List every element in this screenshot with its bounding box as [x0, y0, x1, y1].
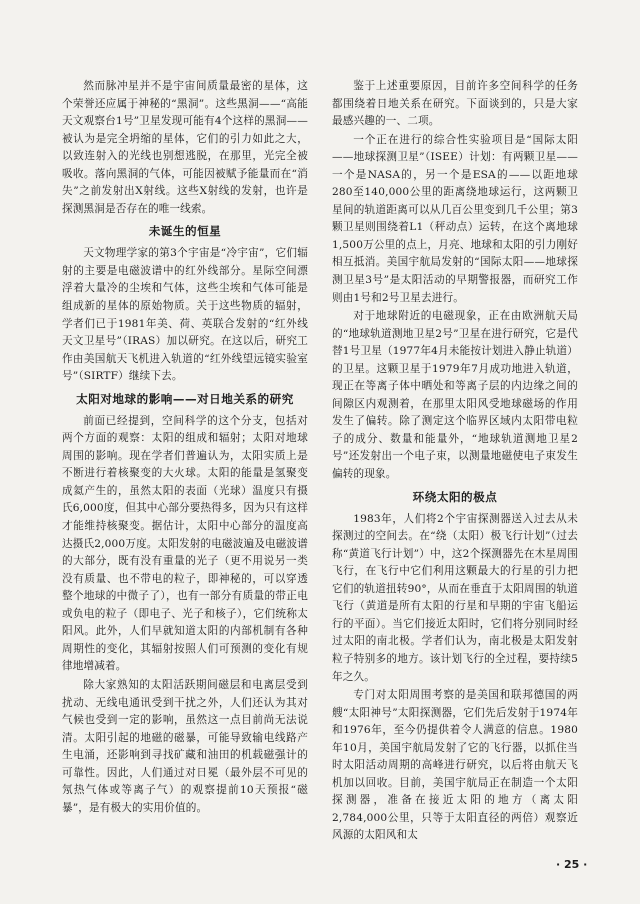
- section-heading-unborn-stars: 未诞生的恒星: [148, 224, 222, 239]
- paragraph-mission-overview: 鉴于上述重要原因，目前许多空间科学的任务都围绕着日地关系在研究。下面谈到的，只是大家最感兴趣的一、二项。: [332, 80, 578, 128]
- paragraph-isee-program: 一个正在进行的综合性实验项目是“国际太阳——地球探测卫星”（ISEE）计划：有两颗卫星——一个是NASA的，另一个是ESA的——以距地球280至140,000公里的距离绕地球运行，这两颗卫星间的轨道距离可以从几百公里变到几千公里；第3颗卫星则围绕着L1（秤动点）运转，在这个离地球1,500万公里的点上，月亮、地球和太阳的引力刚好相互抵消。美国宇航局发射的“国际太阳——地球探测卫星3号”是太阳活动的早期警报器，而研究工作则由1号和2号卫星去进行。: [332, 133, 578, 304]
- page-number: · 25 ·: [556, 858, 588, 871]
- paragraph-cold-universe: 天文物理学家的第3个宇宙是“冷宇宙”，它们辐射的主要是电磁波谱中的红外线部分。星际空间漂浮着大量冷的尘埃和气体，这些尘埃和气体可能是组成新的星体的原始物质。关于这些物质的辐射，学者们已于1981年美、荷、英联合发射的“红外线天文卫星号”（IRAS）加以研究。在这以后，研究工作由美国航天飞机进入轨道的“红外线望远镜实验室号”（SIRTF）继续下去。: [62, 247, 308, 383]
- section-heading-sun-earth-relations: 太阳对地球的影响——对日地关系的研究: [76, 391, 294, 406]
- left-column: [62, 78, 308, 818]
- paragraph-geos-2: 对于地球附近的电磁现象，正在由欧洲航天局的“地球轨道测地卫星2号”卫星在进行研究，它是代替1号卫星（1977年4月未能按计划进入静止轨道）的卫星。这颗卫星于1979年7月成功地进入轨道，现正在等离子体中晒处和等离子层的内边缘之间的间隙区内观测着，在那里太阳风受地球磁场的作用发生了偏转。除了测定这个临界区域内太阳带电粒子的成分、数量和能量外，“地球轨道测地卫星2号”还发射出一个电子束，以测量地磁使电子束发生偏转的现象。: [332, 310, 578, 481]
- paragraph-helios-probes: 专门对太阳周围考察的是美国和联邦德国的两艘“太阳神号”太阳探测器，它们先后发射于1974年和1976年，至今仍提供着令人满意的信息。1980年10月，美国宇航局发射了它的飞行器，以抓住当时太阳活动周期的高峰进行研究，以后将由航天飞机加以回收。目前，美国宇航局正在制造一个太阳探测器，准备在接近太阳的地方（离太阳2,784,000公里，只等于太阳直径的两倍）观察近风源的太阳风和太: [332, 689, 578, 842]
- paragraph-polar-mission: 1983年，人们将2个宇宙探测器送入过去从未探测过的空间去。在“绕（太阳）极飞行计划”（过去称“黄道飞行计划”）中，这2个探测器先在木星周围飞行，在飞行中它们利用这颗最大的行星的引力把它们的轨道扭转90°，从而在垂直于太阳周围的轨道飞行（黄道是所有太阳的行星和早期的宇宙飞船运行的平面）。当它们接近太阳时，它们将分别同时经过太阳的南北极。学者们认为，南北极是太阳发射粒子特别多的地方。该计划飞行的全过程，要持续5年之久。: [332, 512, 578, 683]
- paragraph-sun-composition: 前面已经提到，空间科学的这个分支，包括对两个方面的观察：太阳的组成和辐射；太阳对地球周围的影响。现在学者们普遍认为，太阳实质上是不断进行着核聚变的大火球。太阳的能量是氢聚变成氦产生的，虽然太阳的表面（光球）温度只有摄氏6,000度，但其中心部分要热得多，因为只有这样才能维持核聚变。据估计，太阳中心部分的温度高达摄氏2,000万度。太阳发射的电磁波遍及电磁波谱的大部分，既有没有重量的光子（更不用说另一类没有质量、也不带电的粒子，即神秘的，可以穿透整个地球的中微子了），也有一部分有质量的带正电或负电的粒子（即电子、光子和核子），它们统称太阳风。此外，人们早就知道太阳的内部机制有各种周期性的变化，其辐射按照人们可预测的变化有规律地增减着。: [62, 414, 308, 673]
- paragraph-black-holes: 然而脉冲星并不是宇宙间质量最密的星体，这个荣誉还应属于神秘的“黑洞”。这些黑洞——“高能天文观察台1号”卫星发现可能有4个这样的黑洞——被认为是完全坍缩的星体，它们的引力如此之大，以致连射入的光线也别想逃脱，在那里，光完全被吸收。落向黑洞的气体，可能因被赋予能量而在“消失”之前发射出X射线。这些X射线的发射，也许是探测黑洞是否存在的唯一线索。: [62, 80, 308, 215]
- paragraph-magnetic-storms: 除大家熟知的太阳活跃期间磁层和电离层受到扰动、无线电通讯受到干扰之外，人们还认为其对气候也受到一定的影响，虽然这一点目前尚无法说清。太阳引起的地磁的磁暴，可能导致输电线路产生电涌，还影响到寻找矿藏和油田的机载磁强计的可靠性。因此，人们通过对日冕（最外层不可见的氖热气体或等离子气）的观察提前10天预报“磁暴”，是有极大的实用价值的。: [62, 678, 308, 814]
- section-heading-solar-poles: 环绕太阳的极点: [412, 489, 498, 504]
- right-column: [332, 78, 578, 846]
